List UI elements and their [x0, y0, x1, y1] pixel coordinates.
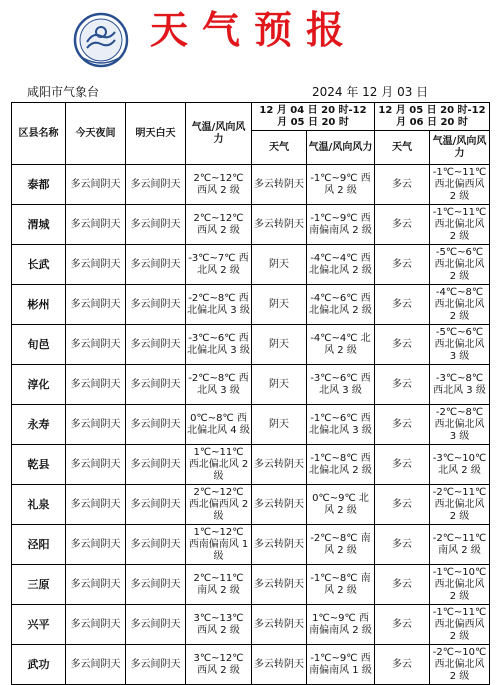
p1-weather: 多云转阴天: [252, 205, 307, 245]
col-p1-weather: 天气: [252, 131, 307, 165]
table-row: [12, 285, 490, 325]
col-tomorrow-day: 明天白天: [126, 103, 186, 165]
county-name: 永寿: [12, 405, 66, 445]
p2-temp-wind: -5℃~6℃ 西北偏北风 3 级: [430, 325, 490, 365]
p1-temp-wind: -3℃~6℃ 西北风 3 级: [307, 365, 375, 405]
table-row: [12, 205, 490, 245]
tonight-weather: 多云间阴天: [66, 565, 126, 605]
p1-temp-wind: -1℃~9℃ 西南偏南风 1 级: [307, 645, 375, 685]
tomorrow-weather: 多云间阴天: [126, 165, 186, 205]
table-row: [12, 525, 490, 565]
p1-temp-wind: -4℃~4℃ 北风 2 级: [307, 325, 375, 365]
tomorrow-weather: 多云间阴天: [126, 205, 186, 245]
temp-wind: -2℃~8℃ 西北偏北风 3 级: [186, 285, 252, 325]
tomorrow-weather: 多云间阴天: [126, 485, 186, 525]
meteorological-logo: [73, 12, 129, 68]
p2-temp-wind: -1℃~11℃ 西北偏西风 2 级: [430, 605, 490, 645]
p2-weather: 多云: [375, 565, 430, 605]
p1-temp-wind: -1℃~6℃ 西北偏北风 3 级: [307, 405, 375, 445]
p2-temp-wind: -2℃~11℃ 南风 2 级: [430, 525, 490, 565]
p2-weather: 多云: [375, 605, 430, 645]
p1-temp-wind: 0℃~9℃ 北风 2 级: [307, 485, 375, 525]
tomorrow-weather: 多云间阴天: [126, 645, 186, 685]
table-row: [12, 565, 490, 605]
col-period-2: 12 月 05 日 20 时-12 月 06 日 20 时: [375, 103, 490, 131]
forecast-table-body: [12, 165, 490, 685]
p1-weather: 阴天: [252, 285, 307, 325]
col-tonight: 今天夜间: [66, 103, 126, 165]
p1-temp-wind: -4℃~6℃ 西北偏北风 2 级: [307, 285, 375, 325]
table-row: [12, 445, 490, 485]
p2-weather: 多云: [375, 165, 430, 205]
tomorrow-weather: 多云间阴天: [126, 525, 186, 565]
p1-temp-wind: -1℃~8℃ 西北偏北风 2 级: [307, 445, 375, 485]
p1-temp-wind: 1℃~9℃ 西南偏南风 2 级: [307, 605, 375, 645]
temp-wind: -2℃~8℃ 西北风 3 级: [186, 365, 252, 405]
organization-label: 咸阳市气象台: [27, 85, 100, 99]
tonight-weather: 多云间阴天: [66, 325, 126, 365]
county-name: 淳化: [12, 365, 66, 405]
tomorrow-weather: 多云间阴天: [126, 325, 186, 365]
county-name: 彬州: [12, 285, 66, 325]
col-county: 区县名称: [12, 103, 66, 165]
p2-weather: 多云: [375, 285, 430, 325]
p2-weather: 多云: [375, 365, 430, 405]
table-row: [12, 485, 490, 525]
p2-temp-wind: -5℃~6℃ 西北偏北风 2 级: [430, 245, 490, 285]
col-period-1: 12 月 04 日 20 时-12 月 05 日 20 时: [252, 103, 375, 131]
county-name: 渭城: [12, 205, 66, 245]
table-row: [12, 365, 490, 405]
tomorrow-weather: 多云间阴天: [126, 245, 186, 285]
p2-weather: 多云: [375, 485, 430, 525]
p2-weather: 多云: [375, 245, 430, 285]
p2-temp-wind: -3℃~8℃ 西北风 3 级: [430, 365, 490, 405]
p1-weather: 多云转阴天: [252, 485, 307, 525]
county-name: 乾县: [12, 445, 66, 485]
col-p1-temp-wind: 气温/风向风力: [307, 131, 375, 165]
tomorrow-weather: 多云间阴天: [126, 285, 186, 325]
issue-date: 2024 年 12 月 03 日: [312, 85, 429, 99]
p2-temp-wind: -2℃~8℃ 西北偏北风 3 级: [430, 405, 490, 445]
p1-temp-wind: -2℃~8℃ 南风 2 级: [307, 525, 375, 565]
county-name: 礼泉: [12, 485, 66, 525]
col-p2-weather: 天气: [375, 131, 430, 165]
tomorrow-weather: 多云间阴天: [126, 445, 186, 485]
p1-weather: 阴天: [252, 365, 307, 405]
p2-weather: 多云: [375, 405, 430, 445]
p2-temp-wind: -2℃~11℃ 西北偏北风 2 级: [430, 485, 490, 525]
temp-wind: -3℃~6℃ 西北偏北风 3 级: [186, 325, 252, 365]
p1-weather: 多云转阴天: [252, 645, 307, 685]
temp-wind: 0℃~8℃ 西北偏北风 4 级: [186, 405, 252, 445]
county-name: 泰都: [12, 165, 66, 205]
table-row: [12, 405, 490, 445]
tonight-weather: 多云间阴天: [66, 205, 126, 245]
tonight-weather: 多云间阴天: [66, 605, 126, 645]
p1-weather: 阴天: [252, 325, 307, 365]
tomorrow-weather: 多云间阴天: [126, 405, 186, 445]
tonight-weather: 多云间阴天: [66, 165, 126, 205]
table-row: [12, 165, 490, 205]
p2-temp-wind: -1℃~10℃ 西北偏北风 2 级: [430, 565, 490, 605]
p2-temp-wind: -1℃~11℃ 西北偏西风 2 级: [430, 165, 490, 205]
temp-wind: 2℃~12℃ 西北偏西风 2 级: [186, 485, 252, 525]
p2-temp-wind: -4℃~8℃ 西北偏北风 2 级: [430, 285, 490, 325]
tomorrow-weather: 多云间阴天: [126, 565, 186, 605]
county-name: 旬邑: [12, 325, 66, 365]
col-temp-wind: 气温/风向风力: [186, 103, 252, 165]
p1-weather: 多云转阴天: [252, 605, 307, 645]
tonight-weather: 多云间阴天: [66, 245, 126, 285]
county-name: 泾阳: [12, 525, 66, 565]
p2-weather: 多云: [375, 205, 430, 245]
temp-wind: 2℃~11℃ 南风 2 级: [186, 565, 252, 605]
p2-weather: 多云: [375, 525, 430, 565]
p2-temp-wind: -2℃~10℃ 西北偏北风 2 级: [430, 645, 490, 685]
forecast-table: [11, 102, 490, 685]
p1-weather: 多云转阴天: [252, 565, 307, 605]
tomorrow-weather: 多云间阴天: [126, 365, 186, 405]
page-title: 天气预报: [150, 8, 359, 52]
temp-wind: 1℃~12℃ 西南偏南风 1 级: [186, 525, 252, 565]
county-name: 兴平: [12, 605, 66, 645]
p2-weather: 多云: [375, 445, 430, 485]
table-row: [12, 245, 490, 285]
p2-temp-wind: -1℃~11℃ 西北偏北风 2 级: [430, 205, 490, 245]
temp-wind: 2℃~12℃ 西风 2 级: [186, 205, 252, 245]
tonight-weather: 多云间阴天: [66, 485, 126, 525]
p1-temp-wind: -1℃~9℃ 西风 2 级: [307, 165, 375, 205]
temp-wind: 3℃~12℃ 西风 2 级: [186, 645, 252, 685]
county-name: 三原: [12, 565, 66, 605]
tonight-weather: 多云间阴天: [66, 525, 126, 565]
temp-wind: 1℃~11℃ 西北偏北风 2 级: [186, 445, 252, 485]
tonight-weather: 多云间阴天: [66, 405, 126, 445]
tonight-weather: 多云间阴天: [66, 445, 126, 485]
temp-wind: -3℃~7℃ 西北风 2 级: [186, 245, 252, 285]
p1-temp-wind: -1℃~9℃ 西南偏南风 2 级: [307, 205, 375, 245]
p1-weather: 多云转阴天: [252, 525, 307, 565]
p1-temp-wind: -4℃~4℃ 西北偏北风 2 级: [307, 245, 375, 285]
p1-weather: 多云转阴天: [252, 165, 307, 205]
p2-weather: 多云: [375, 645, 430, 685]
temp-wind: 2℃~12℃ 西风 2 级: [186, 165, 252, 205]
p2-weather: 多云: [375, 325, 430, 365]
p1-weather: 阴天: [252, 245, 307, 285]
p1-weather: 多云转阴天: [252, 445, 307, 485]
tomorrow-weather: 多云间阴天: [126, 605, 186, 645]
col-p2-temp-wind: 气温/风向风力: [430, 131, 490, 165]
temp-wind: 3℃~13℃ 西风 2 级: [186, 605, 252, 645]
p1-temp-wind: -1℃~8℃ 南风 2 级: [307, 565, 375, 605]
county-name: 武功: [12, 645, 66, 685]
county-name: 长武: [12, 245, 66, 285]
tonight-weather: 多云间阴天: [66, 645, 126, 685]
p2-temp-wind: -3℃~10℃ 北风 2 级: [430, 445, 490, 485]
table-row: [12, 605, 490, 645]
p1-weather: 阴天: [252, 405, 307, 445]
table-row: [12, 325, 490, 365]
tonight-weather: 多云间阴天: [66, 285, 126, 325]
tonight-weather: 多云间阴天: [66, 365, 126, 405]
